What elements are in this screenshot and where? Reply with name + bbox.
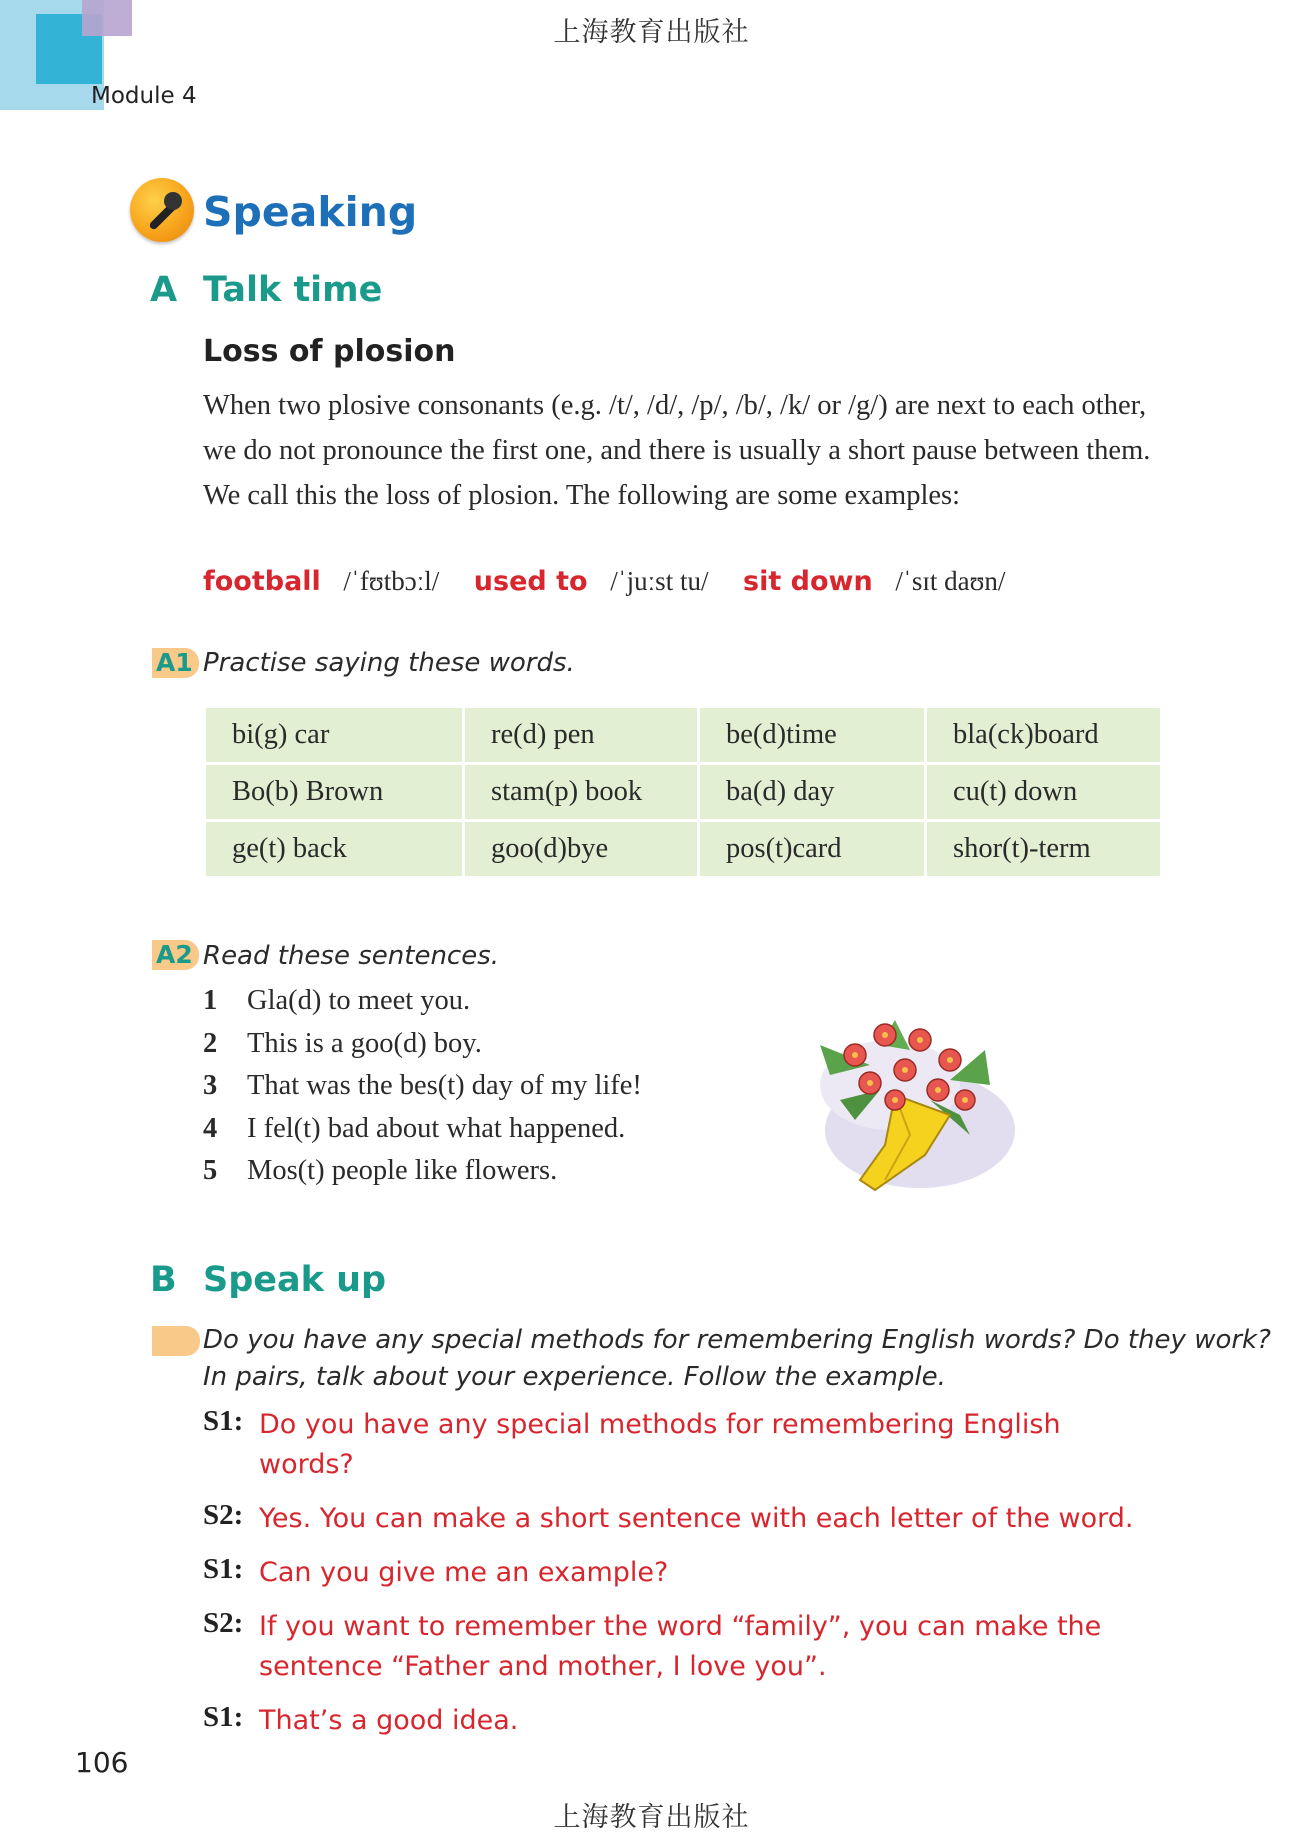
sentence-number: 1 [203, 985, 218, 1016]
dialogue-text: Do you have any special methods for remembering English words? [259, 1409, 1061, 1480]
table-cell: ge(t) back [205, 821, 464, 878]
example-word: football [203, 566, 321, 597]
a1-badge: A1 [152, 648, 199, 678]
table-cell: be(d)time [699, 707, 926, 764]
section-b-letter: B [150, 1260, 177, 1300]
dialogue-text: Can you give me an example? [259, 1557, 669, 1588]
sentence-text: I fel(t) bad about what happened. [247, 1112, 626, 1144]
list-item [203, 1150, 642, 1193]
speaker-label: S2: [203, 1607, 244, 1639]
table-cell: bi(g) car [205, 707, 464, 764]
table-cell: pos(t)card [699, 821, 926, 878]
a1-instruction: Practise saying these words. [203, 648, 575, 678]
table-cell: re(d) pen [464, 707, 699, 764]
b-instruction-line2: In pairs, talk about your experience. Follow the example. [203, 1362, 946, 1392]
sentence-list [203, 980, 642, 1193]
header-publisher: 上海教育出版社 [553, 17, 750, 47]
example-word: sit down [743, 566, 873, 597]
table-cell: cu(t) down [926, 764, 1162, 821]
page-number: 106 [75, 1746, 129, 1779]
section-a-letter: A [150, 270, 178, 310]
example-ipa: /ˈjuːst tu/ [610, 566, 709, 596]
table-cell: bla(ck)board [926, 707, 1162, 764]
speaker-label: S1: [203, 1405, 244, 1437]
speaking-title: Speaking [203, 188, 418, 236]
table-row [205, 821, 1162, 878]
list-item [203, 980, 642, 1023]
section-a-title: Talk time [203, 270, 383, 310]
plosion-word-table [203, 705, 1163, 879]
plosion-examples [203, 566, 1005, 597]
dialogue-line [203, 1701, 1163, 1741]
a2-instruction: Read these sentences. [203, 941, 500, 971]
sentence-number: 2 [203, 1027, 218, 1059]
plosion-paragraph: When two plosive consonants (e.g. /t/, /d/, /p/, /b/, /k/ or /g/) are next to each other, we do not pronounce the first one, and there is usually a short pause between them. We call this the loss of plosion. The following are some examples: [203, 390, 1151, 511]
microphone-icon [130, 178, 194, 242]
list-item [203, 1023, 642, 1066]
footer-publisher: 上海教育出版社 [553, 1802, 750, 1832]
sentence-text: Mos(t) people like flowers. [247, 1155, 558, 1186]
sentence-text: Gla(d) to meet you. [247, 985, 471, 1016]
example-word: used to [473, 566, 588, 597]
sentence-number: 4 [203, 1112, 218, 1144]
dialogue-text: Yes. You can make a short sentence with each letter of the word. [259, 1503, 1134, 1534]
table-cell: ba(d) day [699, 764, 926, 821]
sentence-text: This is a goo(d) boy. [247, 1027, 482, 1059]
dialogue-text: That’s a good idea. [259, 1705, 519, 1736]
table-row [205, 764, 1162, 821]
dialogue-text: If you want to remember the word “family”, you can make the sentence “Father and mother, I love you”. [259, 1611, 1102, 1682]
example-ipa: /ˈsɪt daʊn/ [895, 566, 1006, 596]
speaker-label: S2: [203, 1499, 244, 1531]
table-cell: stam(p) book [464, 764, 699, 821]
b-instruction-line1: Do you have any special methods for remembering English words? Do they work? [203, 1325, 1271, 1355]
speaker-label: S1: [203, 1553, 244, 1585]
sentence-text: That was the bes(t) day of my life! [247, 1070, 642, 1101]
table-row [205, 707, 1162, 764]
a2-badge: A2 [152, 940, 199, 970]
table-cell: goo(d)bye [464, 821, 699, 878]
list-item [203, 1065, 642, 1108]
section-b-title: Speak up [203, 1260, 387, 1300]
list-item [203, 1108, 642, 1151]
module-label: Module 4 [91, 83, 197, 109]
flower-bouquet-illustration [800, 1005, 1020, 1195]
table-cell: Bo(b) Brown [205, 764, 464, 821]
dialogue-line [203, 1553, 1163, 1593]
loss-of-plosion-heading: Loss of plosion [203, 334, 456, 369]
dialogue-line [203, 1405, 1163, 1485]
sentence-number: 5 [203, 1155, 218, 1186]
b-instruction [203, 1322, 1271, 1396]
b-instruction-marker [152, 1326, 200, 1356]
speaker-label: S1: [203, 1701, 244, 1733]
example-dialogue [203, 1405, 1163, 1755]
dialogue-line [203, 1607, 1163, 1687]
sentence-number: 3 [203, 1070, 218, 1101]
example-ipa: /ˈfʊtbɔːl/ [343, 566, 440, 596]
dialogue-line [203, 1499, 1163, 1539]
table-cell: shor(t)-term [926, 821, 1162, 878]
